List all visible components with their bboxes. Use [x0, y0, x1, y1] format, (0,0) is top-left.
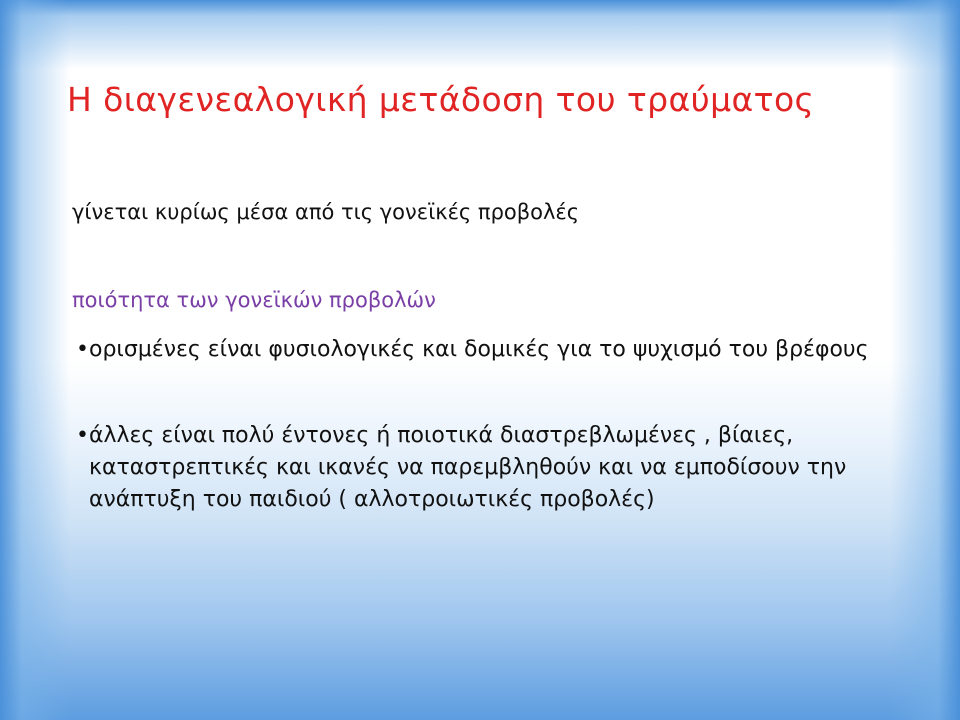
slide-title: Η διαγενεαλογική μετάδοση του τραύματος — [67, 80, 815, 119]
bullet-list — [76, 334, 876, 516]
bullet-text: ορισμένες είναι φυσιολογικές και δομικές για το ψυχισμό του βρέφους — [89, 337, 869, 362]
intro-text: γίνεται κυρίως μέσα από τις γονεϊκές προβολές — [72, 200, 580, 224]
bullet-dot-icon: • — [76, 423, 89, 448]
subheading: ποιότητα των γονεϊκών προβολών — [72, 288, 436, 312]
bullet-text: άλλες είναι πολύ έντονες ή ποιοτικά διαστρεβλωμένες , βίαιες, καταστρεπτικές και ικανές να παρεμβληθούν και να εμποδίσουν την ανάπτυξη του παιδιού ( αλλοτροιωτικές προβολές) — [89, 423, 847, 512]
bullet-item — [76, 334, 876, 366]
bullet-item — [76, 420, 876, 516]
bullet-dot-icon: • — [76, 337, 89, 362]
